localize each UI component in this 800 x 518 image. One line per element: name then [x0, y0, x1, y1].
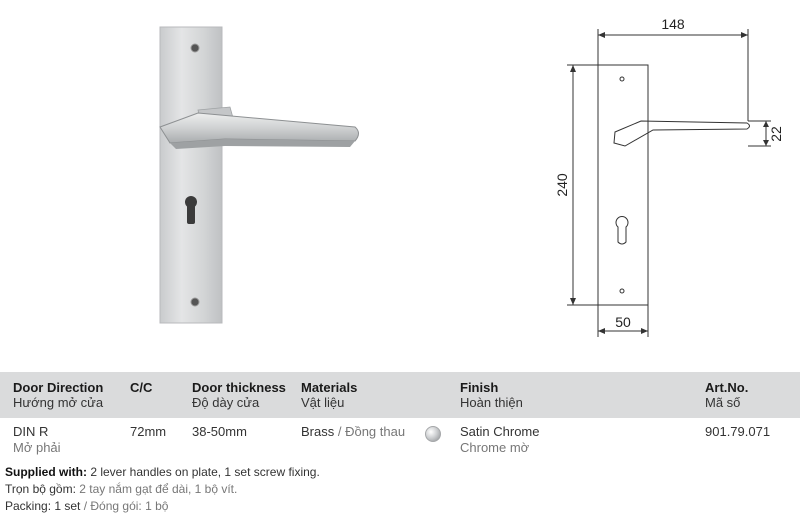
tron-bo-line: Trọn bộ gồm: 2 tay nắm gạt để dài, 1 bộ vít. — [5, 482, 238, 496]
header-swatch-spacer — [425, 372, 460, 418]
spec-table — [0, 372, 800, 464]
supplied-with-line: Supplied with: 2 lever handles on plate, 1 set screw fixing. — [5, 465, 320, 479]
product-notes — [5, 464, 320, 515]
product-photo — [150, 15, 380, 330]
header-door-thickness: Door thickness Độ dày cửa — [192, 380, 286, 410]
dim-width: 148 — [661, 16, 685, 32]
table-row — [0, 418, 800, 464]
drawing-keyhole — [616, 217, 628, 244]
dim-height: 240 — [554, 173, 570, 197]
cell-thickness: 38-50mm — [192, 424, 247, 439]
header-door-direction: Door Direction Hướng mở cửa — [13, 380, 104, 410]
header-cc: C/C — [130, 380, 153, 395]
cell-swatch — [425, 418, 460, 464]
drawing-screw-top — [620, 77, 624, 81]
table-header — [0, 372, 800, 418]
header-finish: Finish Hoàn thiện — [460, 380, 523, 410]
header-materials: Materials Vật liệu — [301, 380, 358, 410]
drawing-screw-bottom — [620, 289, 624, 293]
cell-material: Brass / Đồng thau — [301, 424, 406, 439]
screw-hole-top — [191, 44, 199, 52]
packing-line: Packing: 1 set / Đóng gói: 1 bộ — [5, 499, 169, 513]
drawing-lever — [614, 121, 750, 146]
dim-plate: 50 — [615, 314, 631, 330]
plate-outline — [598, 65, 648, 305]
technical-drawing — [545, 5, 800, 345]
dim-lever: 22 — [768, 126, 784, 142]
finish-swatch-icon — [425, 426, 441, 442]
cell-direction: DIN R Mở phải — [13, 424, 61, 455]
header-art-no: Art.No. Mã số — [705, 380, 749, 410]
cell-cc: 72mm — [130, 424, 167, 439]
cell-art-no: 901.79.071 — [705, 424, 771, 439]
screw-hole-bottom — [191, 298, 199, 306]
cell-finish: Satin Chrome Chrome mờ — [460, 424, 540, 455]
backplate — [160, 27, 222, 323]
